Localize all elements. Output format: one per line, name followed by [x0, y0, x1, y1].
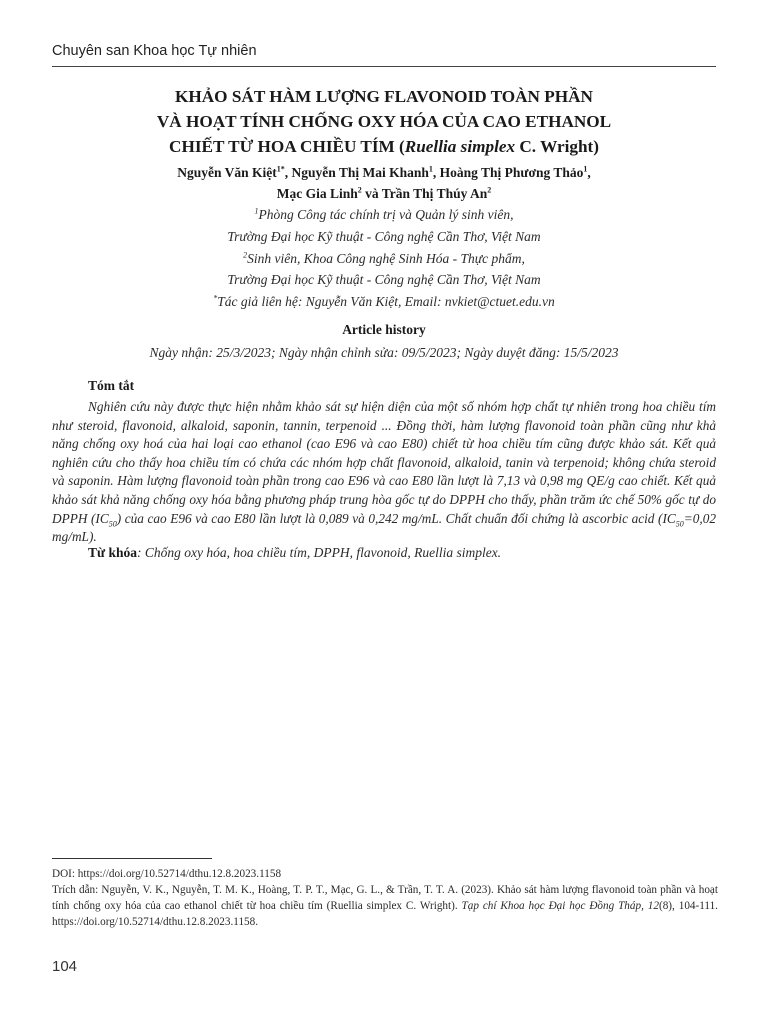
journal-header: Chuyên san Khoa học Tự nhiên — [52, 43, 257, 59]
affiliation-1-line-2: Trường Đại học Kỹ thuật - Công nghệ Cần Thơ, Việt Nam — [227, 228, 541, 244]
abstract-body — [52, 398, 716, 547]
corresponding-email-text: Tác giả liên hệ: Nguyễn Văn Kiệt, Email: nvkiet@ctuet.edu.vn — [217, 294, 555, 310]
doi-link[interactable]: DOI: https://doi.org/10.52714/dthu.12.8.2023.1158 — [52, 868, 282, 880]
author-marker: 1 — [583, 164, 588, 174]
author-marker: 1* — [276, 164, 285, 174]
affiliation-marker: 1 — [254, 206, 259, 216]
keywords-label: Từ khóa — [88, 545, 137, 560]
keywords-text: : Chống oxy hóa, hoa chiều tím, DPPH, flavonoid, Ruellia simplex. — [137, 545, 502, 560]
author-line-1 — [52, 162, 716, 183]
citation-main: Trích dẫn: Nguyễn, V. K., Nguyễn, T. M. K., Hoàng, T. P. T., Mạc, G. L., & Trần, T. T. A. (2023). Khảo sát hàm lượng flavonoid toàn phần và hoạt tính chống oxy hóa của cao ethanol chiết từ hoa chiều tím (Ruellia simplex C. Wright). — [52, 884, 718, 912]
author-marker: 1 — [428, 164, 433, 174]
title-line-3 — [52, 134, 716, 159]
abstract-text-1: Nghiên cứu này được thực hiện nhằm khảo sát sự hiện diện của một số nhóm hợp chất tự nhiên trong hoa chiều tím như steroid, flavonoid, alkaloid, saponin, tannin, terpenoid ... Đồng thời, hàm lượng flavonoid toàn phần cũng như khả năng chống oxy hoá của hai loại cao ethanol (cao E96 và cao E80) chiết từ hoa chiều tím cũng được khảo sát. Kết quả nghiên cứu cho thấy hoa chiều tím có chứa các nhóm hợp chất flavonoid, alkaloid, tanin và terpenoid; không chứa steroid và saponin. Hàm lượng flavonoid toàn phần trong cao E96 và cao E80 lần lượt là 7,13 và 0,98 mg QE/g cao chiết. Kết quả khảo sát khả năng chống oxy hóa bằng phương pháp trung hòa gốc tự do DPPH cho thấy, phần trăm ức chế 50% gốc tự do DPPH (IC — [52, 399, 716, 526]
corresponding-marker: * — [213, 293, 218, 303]
affiliation-marker: 2 — [243, 250, 248, 260]
keywords — [88, 545, 501, 561]
header-divider — [52, 66, 716, 67]
footnote-divider — [52, 858, 212, 859]
author-marker: 2 — [357, 185, 362, 195]
footnotes — [52, 866, 718, 930]
abstract-subscript: 50 — [108, 519, 117, 529]
author-marker: 2 — [487, 185, 492, 195]
affiliation-2-line-1: $^2$Sinh viên, Khoa Công nghệ Sinh Hóa - Thực phẩm, — [243, 250, 525, 266]
article-history-heading: Article history — [342, 322, 426, 337]
abstract-heading: Tóm tắt — [88, 378, 135, 393]
abstract-text-2: ) của cao E96 và cao E80 lần lượt là 0,089 và 0,242 mg/mL. Chất chuẩn đối chứng là ascorbic acid (IC — [116, 510, 676, 526]
affiliation-1-line-1: $^1$Phòng Công tác chính trị và Quản lý sinh viên, — [254, 206, 514, 222]
author-line-2 — [52, 183, 716, 204]
corresponding-author — [52, 291, 716, 313]
author-name: Mạc Gia Linh — [276, 186, 358, 201]
title-line-2: VÀ HOẠT TÍNH CHỐNG OXY HÓA CỦA CAO ETHANOL — [156, 112, 612, 131]
author-name: , Nguyễn Thị Mai Khanh — [284, 165, 429, 180]
page-number: 104 — [52, 958, 78, 975]
author-name: Nguyễn Văn Kiệt — [177, 165, 277, 180]
citation-tail: (8), 104-111. https://doi.org/10.52714/dthu.12.8.2023.1158. — [52, 900, 718, 928]
abstract-subscript: 50 — [675, 519, 684, 529]
author-separator: , — [587, 165, 591, 180]
title-line-3-prefix: CHIẾT TỪ HOA CHIỀU TÍM ( — [169, 137, 405, 156]
article-title — [52, 84, 716, 159]
title-line-1: KHẢO SÁT HÀM LƯỢNG FLAVONOID TOÀN PHẦN — [175, 87, 593, 106]
citation — [52, 882, 718, 930]
citation-journal: Tạp chí Khoa học Đại học Đồng Tháp, 12 — [461, 900, 659, 912]
author-list — [52, 162, 716, 204]
abstract-text-3: =0,02 mg/mL). — [52, 510, 716, 545]
author-name: , Hoàng Thị Phương Thảo — [432, 165, 584, 180]
affiliation-2-line-2: Trường Đại học Kỹ thuật - Công nghệ Cần Thơ, Việt Nam — [227, 272, 541, 288]
article-history-dates: Ngày nhận: 25/3/2023; Ngày nhận chỉnh sửa: 09/5/2023; Ngày duyệt đăng: 15/5/2023 — [149, 345, 619, 360]
title-species: Ruellia simplex — [404, 137, 516, 156]
title-line-3-suffix: C. Wright) — [515, 137, 599, 156]
affiliations — [52, 204, 716, 313]
author-name: và Trần Thị Thúy An — [361, 186, 488, 201]
